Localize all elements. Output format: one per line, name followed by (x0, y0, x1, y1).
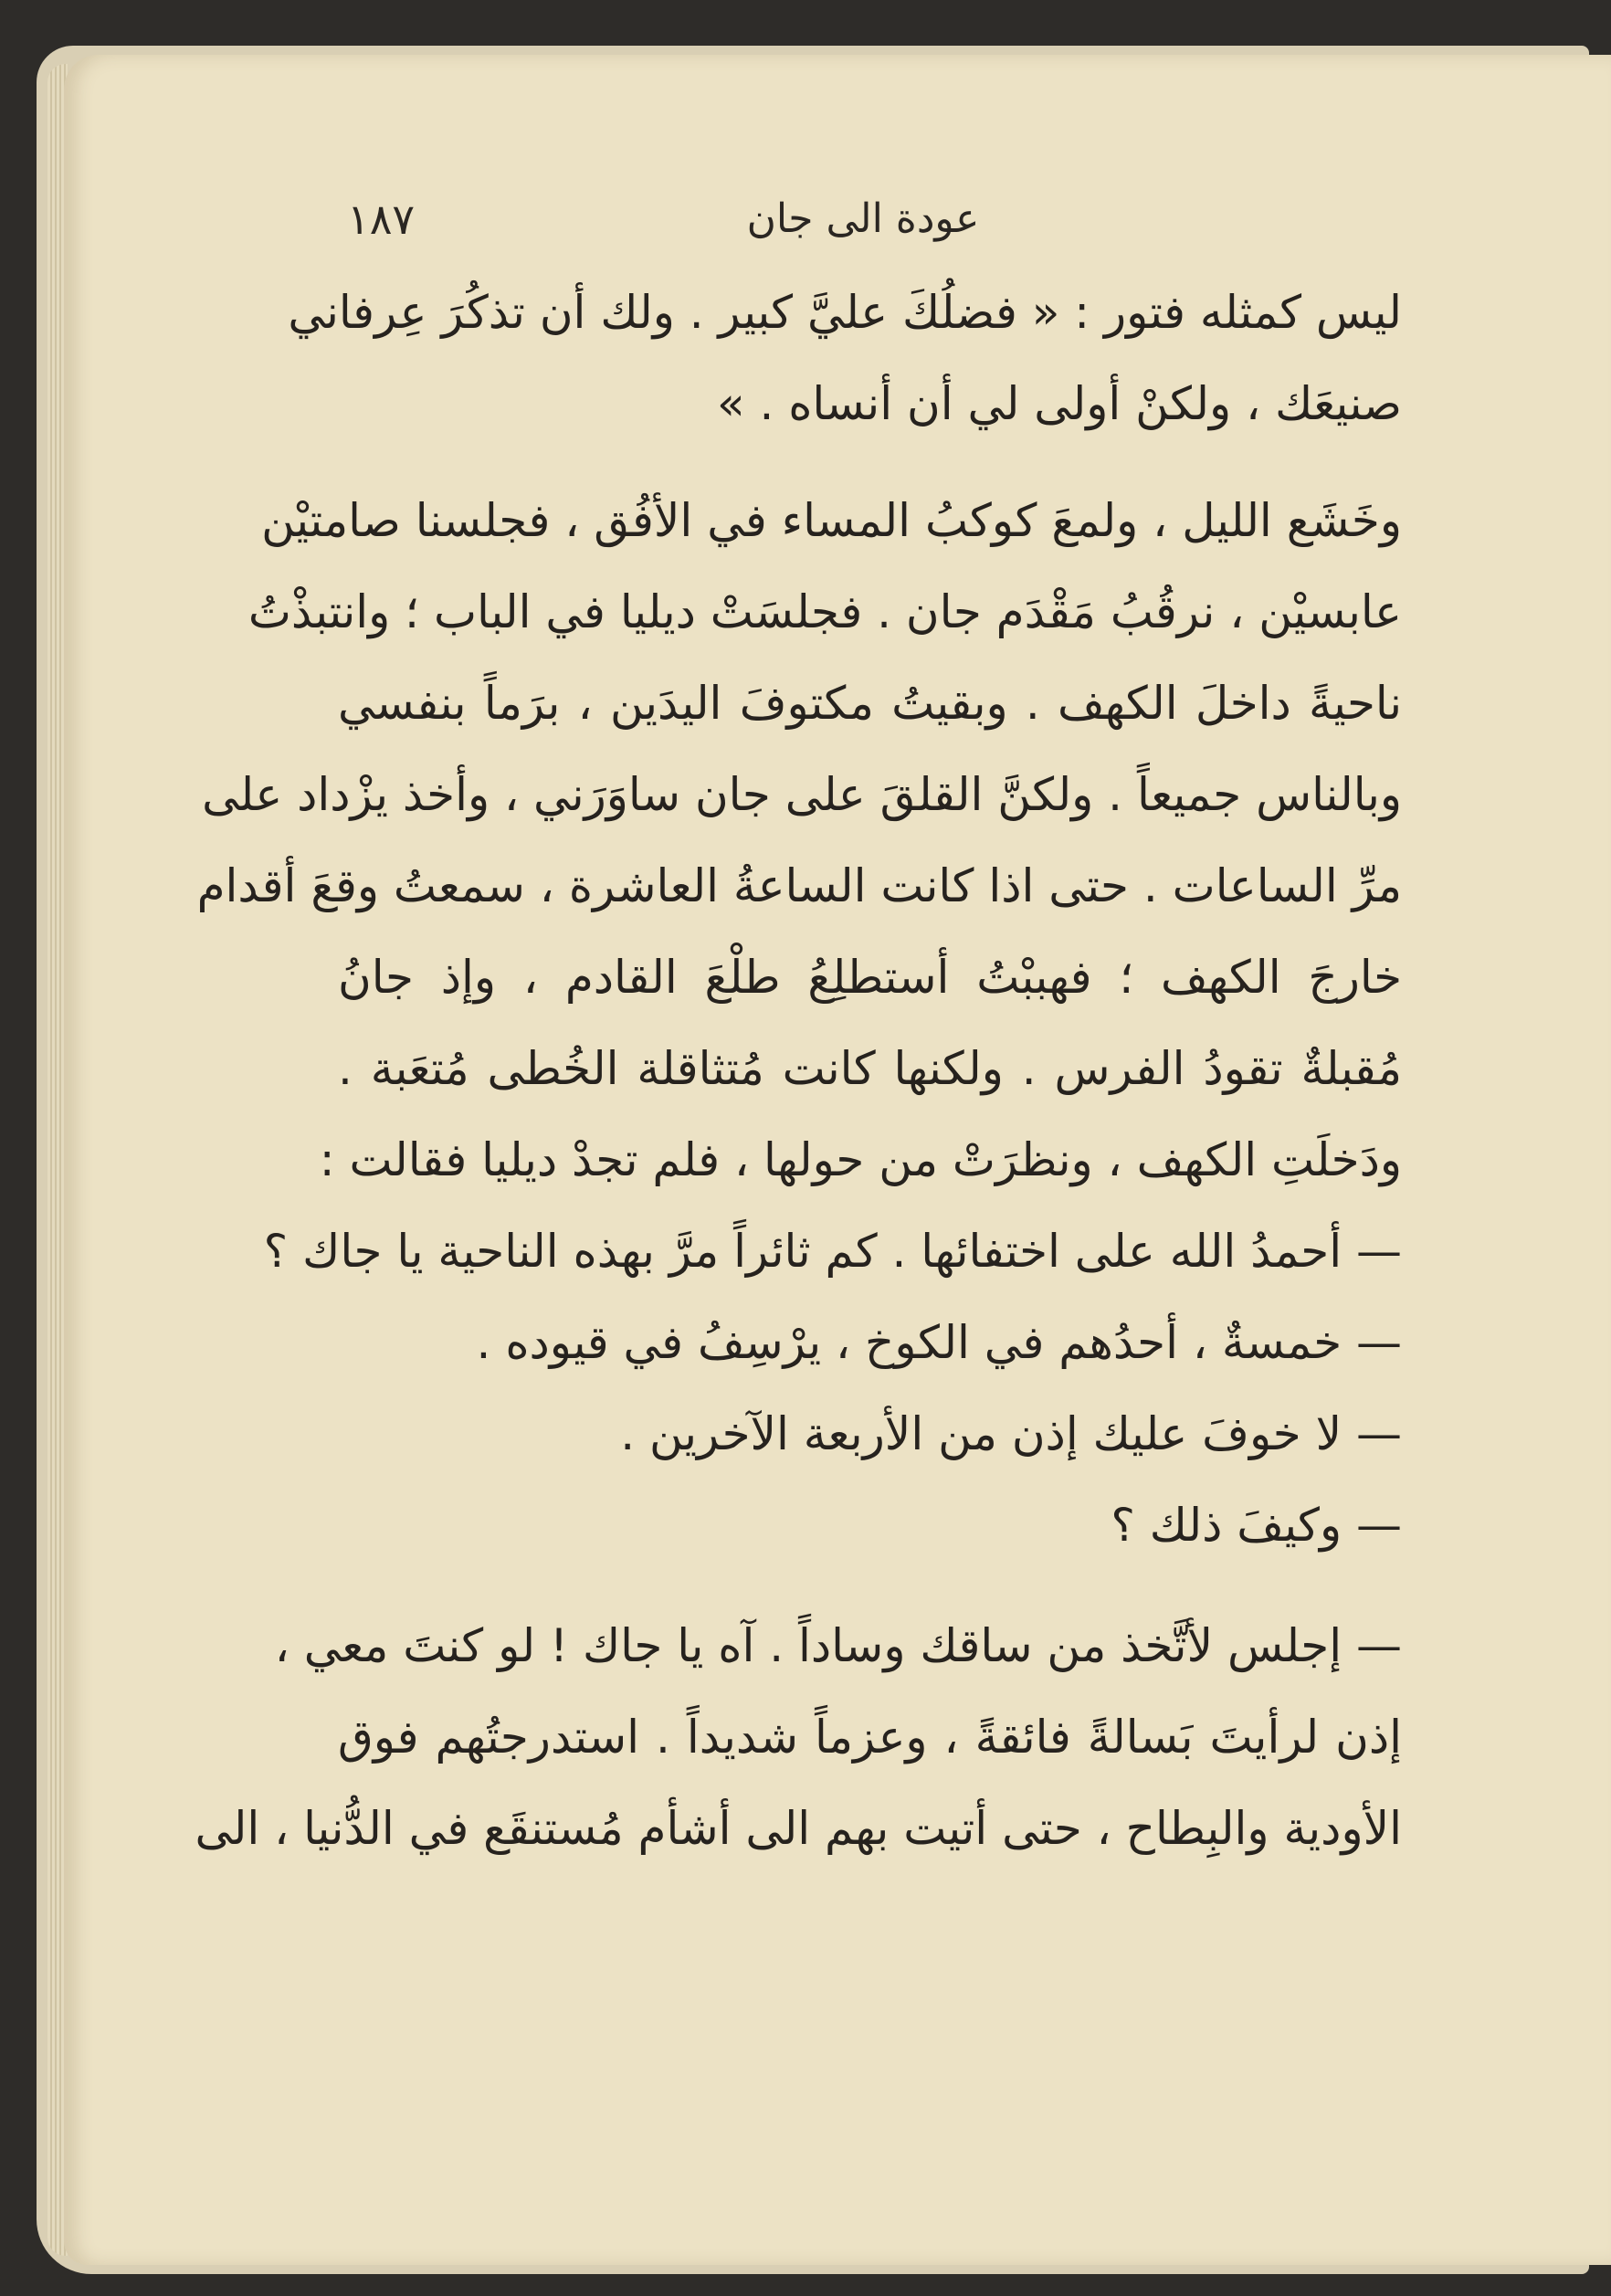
page-body (195, 267, 1402, 1874)
text-line: وبالناس جميعاً . ولكنَّ القلقَ على جان ساوَرَني ، وأخذ يزْداد على (202, 768, 1402, 821)
text-line: خارجَ الكهف ؛ فهببْتُ أستطلِعُ طلْعَ القادم ، وإذ جانُ (338, 951, 1402, 1004)
paragraph-4 (195, 1600, 1402, 1874)
dialogue-line: — لا خوفَ عليك إذن من الأربعة الآخرين . (620, 1407, 1402, 1460)
dialogue-line: — وكيفَ ذلك ؟ (1111, 1499, 1402, 1552)
text-line: مرِّ الساعات . حتى اذا كانت الساعةُ العاشرة ، سمعتُ وقعَ أقدام (196, 859, 1402, 912)
paragraph-3 (263, 1114, 1402, 1571)
text-line: وخَشَع الليل ، ولمعَ كوكبُ المساء في الأفُق ، فجلسنا صامتيْن (261, 494, 1402, 547)
dialogue-line: — خمسةٌ ، أحدُهم في الكوخ ، يرْسِفُ في قيوده . (476, 1316, 1402, 1369)
text-line: مُقبلةٌ تقودُ الفرس . ولكنها كانت مُتثاقلة الخُطى مُتعَبة . (338, 1042, 1402, 1095)
page-number: ١٨٧ (347, 195, 416, 244)
text-line: ناحيةً داخلَ الكهف . وبقيتُ مكتوفَ اليدَين ، برَماً بنفسي (338, 677, 1402, 730)
dialogue-line: — أحمدُ الله على اختفائها . كم ثائراً مرَّ بهذه الناحية يا جاك ؟ (263, 1225, 1402, 1278)
paragraph-2 (196, 475, 1402, 1114)
text-line: ودَخلَتِ الكهف ، ونظرَتْ من حولها ، فلم تجدْ ديليا فقالت : (319, 1133, 1402, 1186)
text-line: إذن لرأيتَ بَسالةً فائقةً ، وعزماً شديداً . استدرجتُهم فوق (338, 1711, 1402, 1764)
text-line: صنيعَك ، ولكنْ أولى لي أن أنساه . » (716, 377, 1402, 430)
text-line: الأودية والبِطاح ، حتى أتيت بهم الى أشأم مُستنقَع في الدُّنيا ، الى (195, 1802, 1402, 1855)
dialogue-line: — إجلس لأتَّخذ من ساقك وساداً . آه يا جاك ! لو كنتَ معي ، (274, 1619, 1402, 1672)
text-line: ليس كمثله فتور : « فضلُكَ عليَّ كبير . ولك أن تذكُرَ عِرفاني (288, 286, 1402, 339)
page-header (338, 187, 1388, 251)
text-line: عابسيْن ، نرقُبُ مَقْدَم جان . فجلسَتْ ديليا في الباب ؛ وانتبذْتُ (247, 585, 1402, 638)
paragraph-1 (288, 267, 1402, 449)
running-title: عودة الى جان (746, 195, 980, 242)
